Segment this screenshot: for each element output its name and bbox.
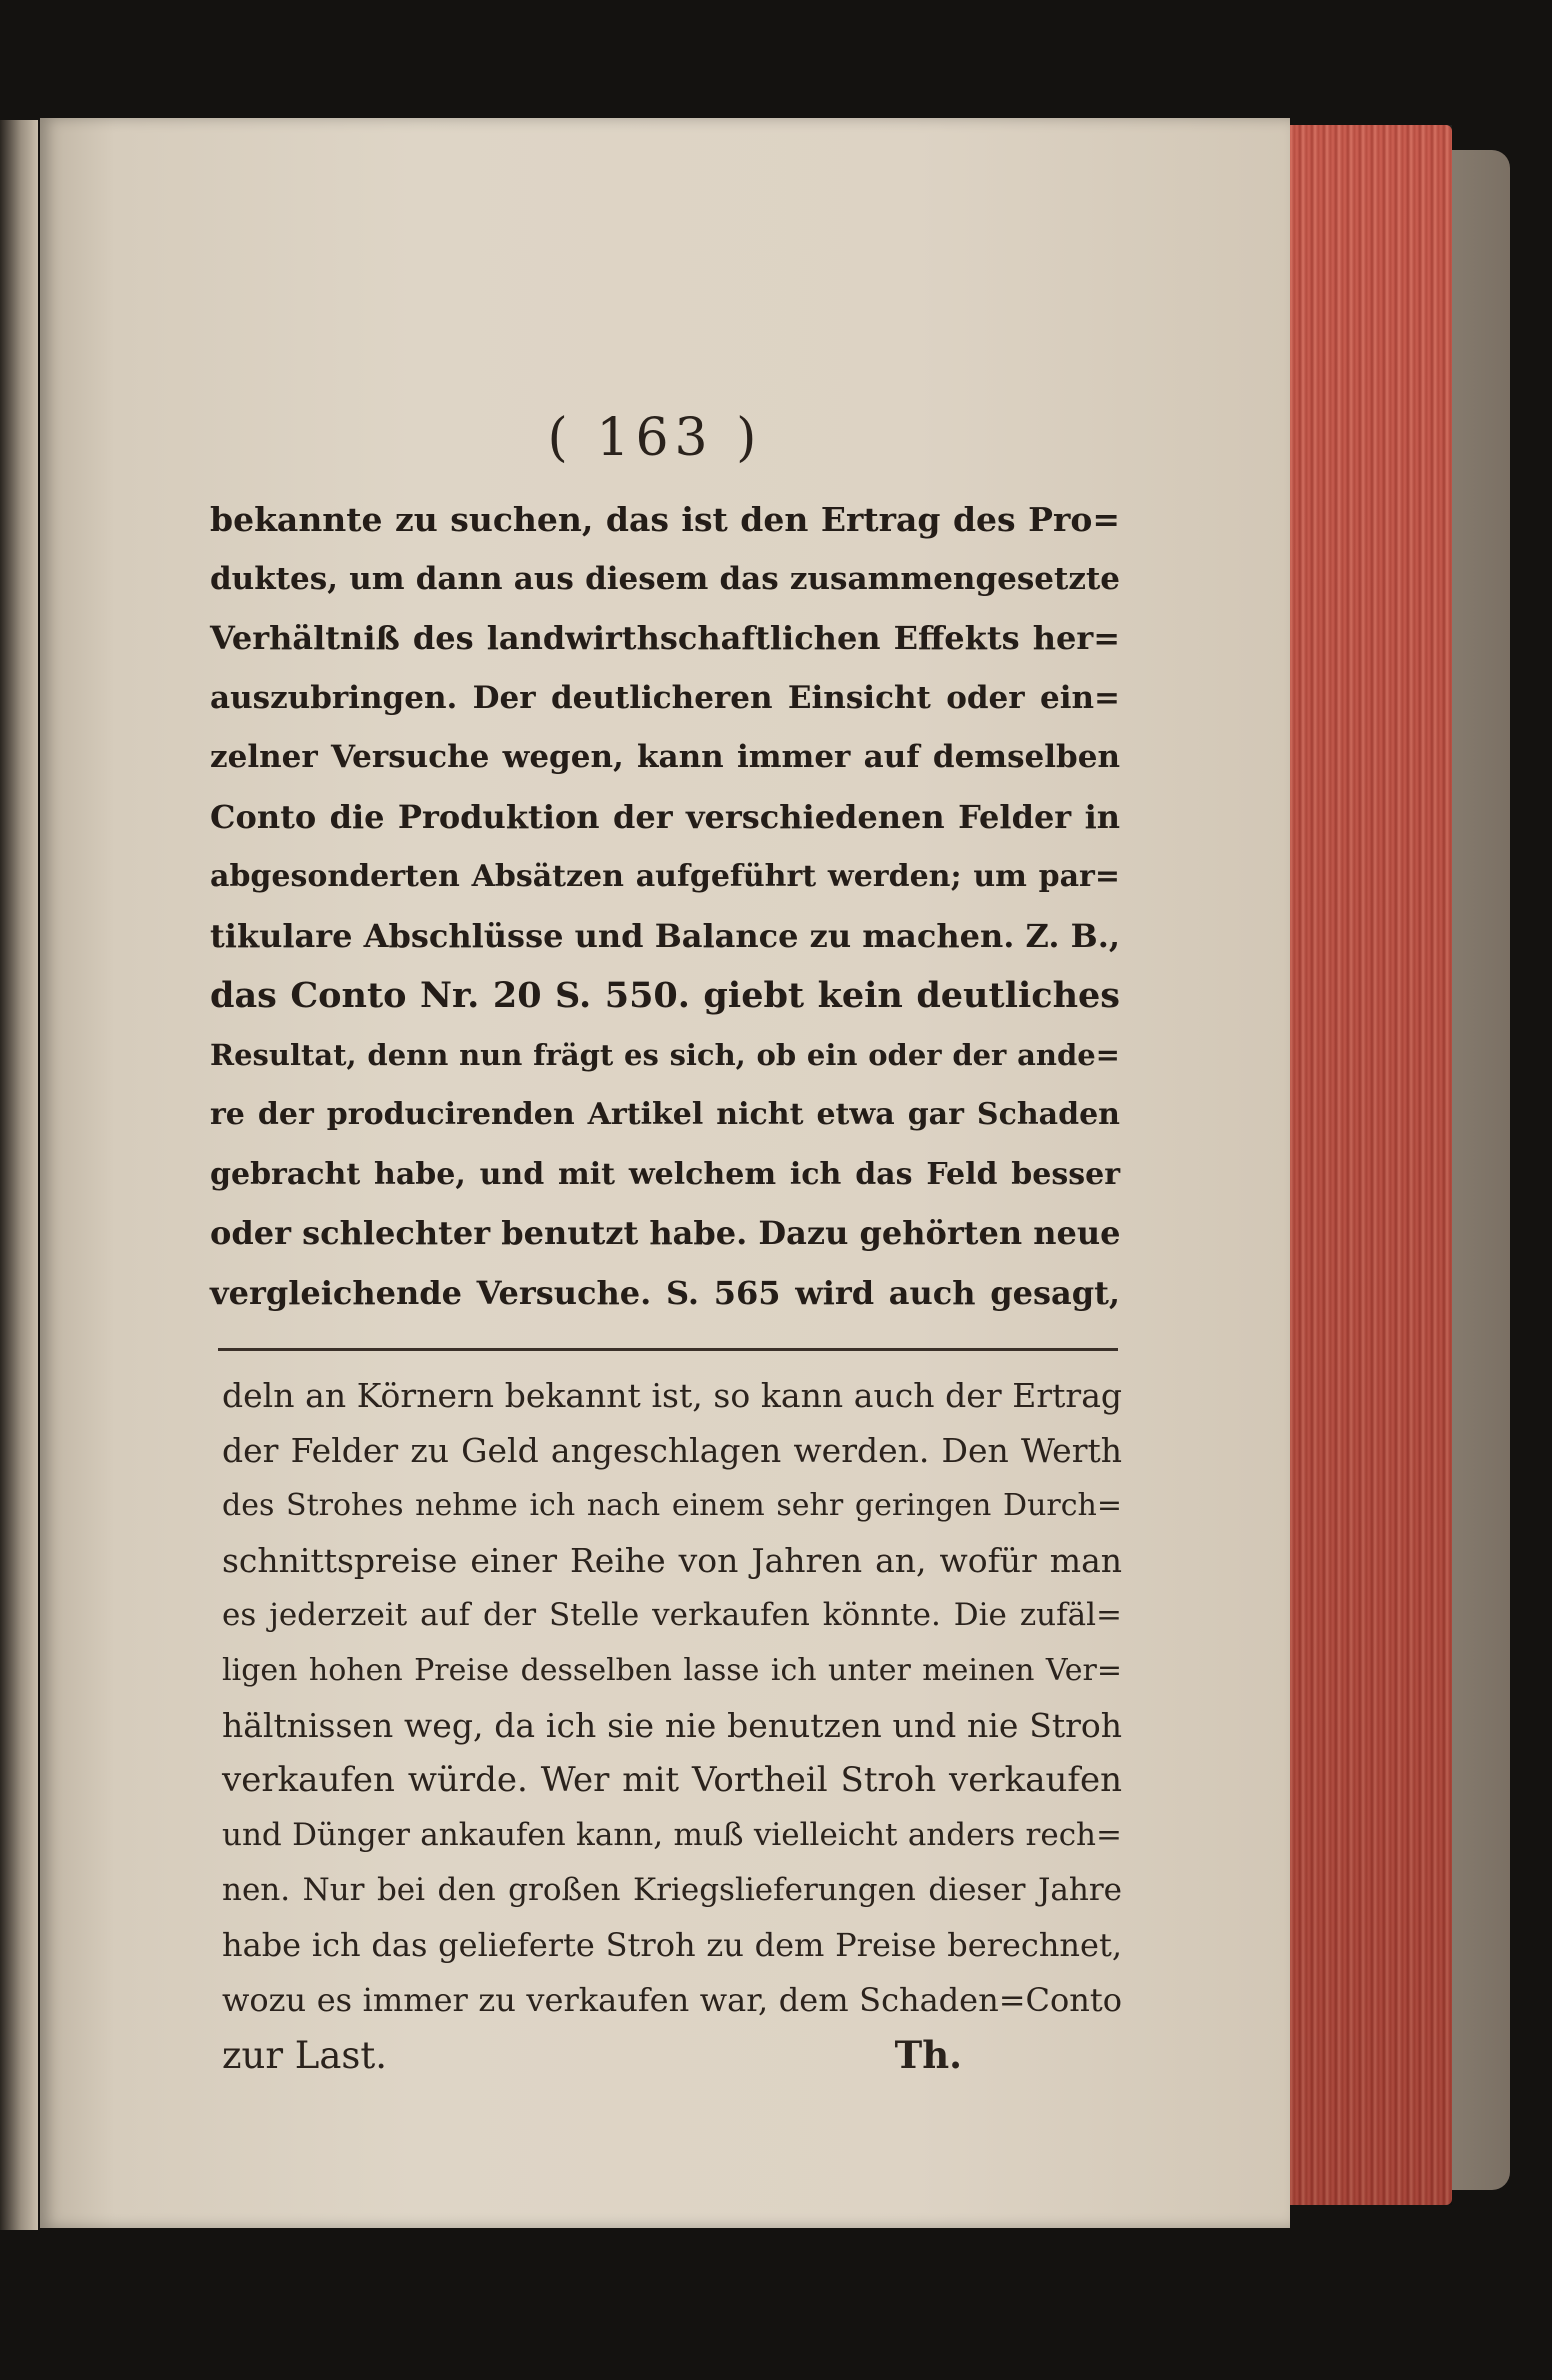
text-line: re der producirenden Artikel nicht etwa gar Schaden: [210, 1097, 1120, 1132]
footnote-divider: [218, 1348, 1118, 1351]
text-line: tikulare Abschlüsse und Balance zu machen. Z. B.,: [210, 916, 1120, 955]
footnote-final-line: [222, 2028, 1122, 2083]
text-line: Verhältniß des landwirthschaftlichen Effekts her=: [210, 619, 1120, 657]
text-line: gebracht habe, und mit welchem ich das Feld besser: [210, 1156, 1120, 1192]
text-line: Conto die Produktion der verschiedenen Felder in: [210, 797, 1120, 836]
footnote-line: und Dünger ankaufen kann, muß vielleicht anders rech=: [222, 1817, 1122, 1853]
footnote-line: wozu es immer zu verkaufen war, dem Schaden=Conto: [222, 1981, 1122, 2019]
footnote-line: habe ich das gelieferte Stroh zu dem Preise berechnet,: [222, 1926, 1122, 1964]
text-line: zelner Versuche wegen, kann immer auf demselben: [210, 739, 1120, 775]
footnote-line: nen. Nur bei den großen Kriegslieferungen dieser Jahre: [222, 1872, 1122, 1908]
page-number: ( 163 ): [547, 408, 763, 468]
text-line: duktes, um dann aus diesem das zusammengesetzte: [210, 560, 1120, 597]
book-page: [40, 118, 1290, 2228]
text-line: das Conto Nr. 20 S. 550. giebt kein deutliches: [210, 975, 1120, 1016]
text-line: oder schlechter benutzt habe. Dazu gehörten neue: [210, 1214, 1121, 1252]
text-line: auszubringen. Der deutlicheren Einsicht oder ein=: [210, 679, 1120, 716]
footnote-last-text: zur Last.: [222, 2034, 388, 2077]
main-text-block: [210, 490, 1120, 1323]
text-line: abgesonderten Absätzen aufgeführt werden; um par=: [210, 859, 1120, 894]
text-line: vergleichende Versuche. S. 565 wird auch gesagt,: [210, 1273, 1120, 1312]
footnote-line: der Felder zu Geld angeschlagen werden. Den Werth: [222, 1431, 1122, 1470]
footnote-line: schnittspreise einer Reihe von Jahren an, wofür man: [222, 1541, 1122, 1580]
footnote-line: deln an Körnern bekannt ist, so kann auch der Ertrag: [222, 1376, 1122, 1415]
footnote-line: des Strohes nehme ich nach einem sehr geringen Durch=: [222, 1488, 1122, 1523]
red-page-edges: [1282, 125, 1452, 2205]
footnote-line: verkaufen würde. Wer mit Vortheil Stroh verkaufen: [222, 1760, 1122, 1800]
footnote-line: hältnissen weg, da ich sie nie benutzen und nie Stroh: [222, 1706, 1122, 1745]
footnote-line: es jederzeit auf der Stelle verkaufen könnte. Die zufäl=: [222, 1597, 1122, 1633]
footnote-signature: Th.: [894, 2033, 962, 2077]
previous-page-edge: [0, 120, 38, 2230]
text-line: Resultat, denn nun frägt es sich, ob ein oder der ande=: [210, 1037, 1120, 1072]
footnote-block: [222, 1368, 1122, 2083]
text-line: bekannte zu suchen, das ist den Ertrag des Pro=: [210, 500, 1120, 539]
footnote-line: ligen hohen Preise desselben lasse ich unter meinen Ver=: [222, 1653, 1122, 1688]
